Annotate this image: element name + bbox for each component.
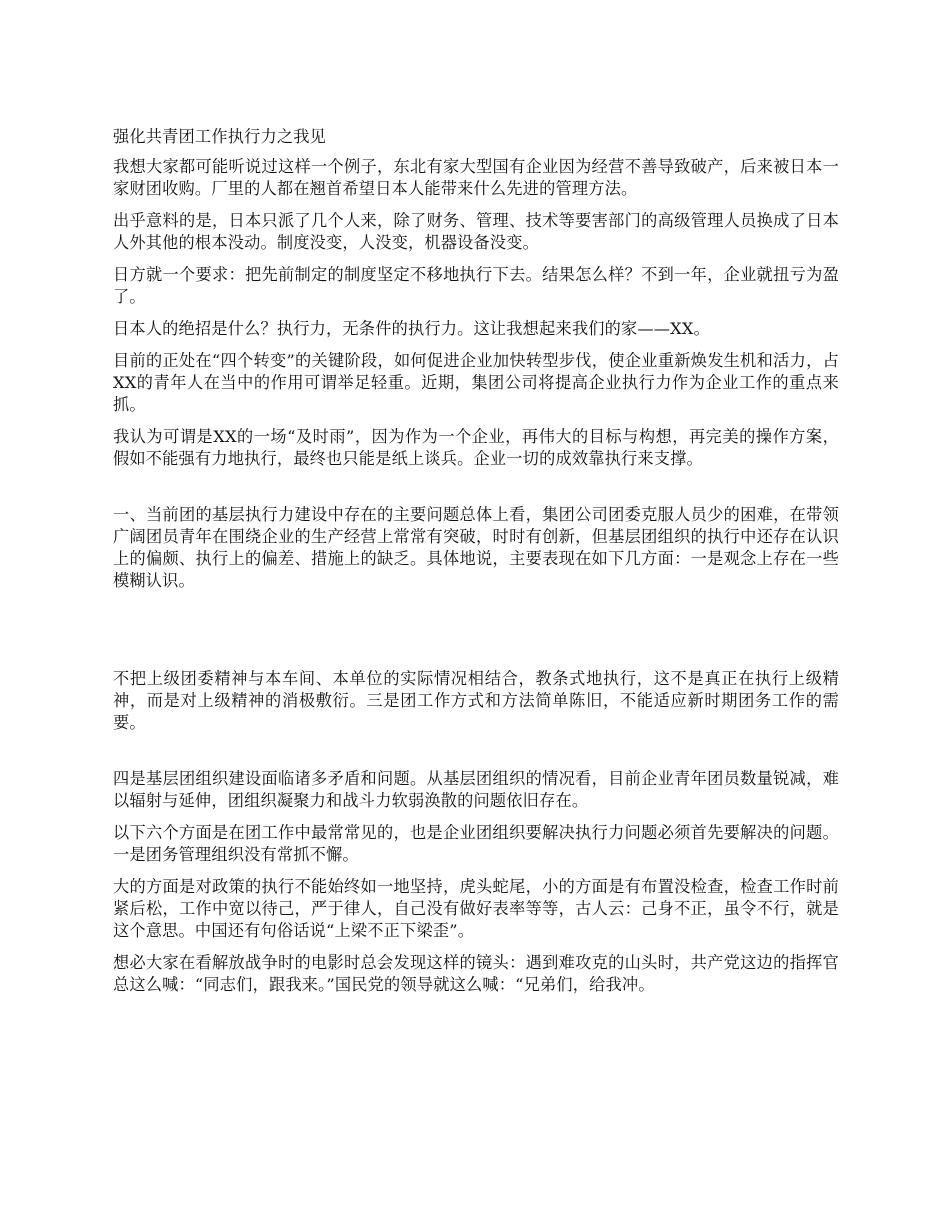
paragraph-6: 我认为可谓是XX的一场“及时雨”，因为作为一个企业，再伟大的目标与构想，再完美的操作方案，假如不能强有力地执行，最终也只能是纸上谈兵。企业一切的成效靠执行来支撑。: [113, 427, 839, 468]
paragraph-5: 目前的正处在“四个转变”的关键阶段，如何促进企业加快转型步伐，使企业重新焕发生机和活力，占XX的青年人在当中的作用可谓举足轻重。近期，集团公司将提高企业执行力作为企业工作的重点来抓。: [113, 351, 839, 414]
paragraph-8: 不把上级团委精神与本车间、本单位的实际情况相结合，教条式地执行，这不是真正在执行上级精神，而是对上级精神的消极敷衍。三是团工作方式和方法简单陈旧，不能适应新时期团务工作的需要。: [113, 669, 839, 732]
paragraph-1: 我想大家都可能听说过这样一个例子，东北有家大型国有企业因为经营不善导致破产，后来被日本一家财团收购。厂里的人都在翘首希望日本人能带来什么先进的管理方法。: [113, 157, 839, 198]
paragraph-11: 大的方面是对政策的执行不能始终如一地坚持，虎头蛇尾，小的方面是有布置没检查，检查工作时前紧后松，工作中宽以待己，严于律人，自己没有做好表率等等，古人云：己身不正，虽令不行，就是这个意思。中国还有句俗话说“上梁不正下梁歪”。: [113, 877, 839, 940]
paragraph-3: 日方就一个要求：把先前制定的制度坚定不移地执行下去。结果怎么样？不到一年，企业就扭亏为盈了。: [113, 265, 839, 306]
paragraph-2: 出乎意料的是，日本只派了几个人来，除了财务、管理、技术等要害部门的高级管理人员换成了日本人外其他的根本没动。制度没变，人没变，机器设备没变。: [113, 211, 839, 252]
paragraph-12: 想必大家在看解放战争时的电影时总会发现这样的镜头：遇到难攻克的山头时，共产党这边的指挥官总这么喊：“同志们，跟我来。”国民党的领导就这么喊：“兄弟们，给我冲。: [113, 953, 839, 994]
paragraph-4: 日本人的绝招是什么？执行力，无条件的执行力。这让我想起来我们的家——XX。: [113, 319, 711, 338]
document-title: 强化共青团工作执行力之我见: [113, 127, 327, 146]
paragraph-10: 以下六个方面是在团工作中最常常见的，也是企业团组织要解决执行力问题必须首先要解决的问题。一是团务管理组织没有常抓不懈。: [113, 823, 839, 864]
paragraph-7: 一、当前团的基层执行力建设中存在的主要问题总体上看，集团公司团委克服人员少的困难，在带领广阔团员青年在围绕企业的生产经营上常常有突破，时时有创新，但基层团组织的执行中还存在认识上的偏颇、执行上的偏差、措施上的缺乏。具体地说，主要表现在如下几方面：一是观念上存在一些模糊认识。: [113, 505, 839, 590]
document-body: [113, 126, 839, 1006]
paragraph-9: 四是基层团组织建设面临诸多矛盾和问题。从基层团组织的情况看，目前企业青年团员数量锐减，难以辐射与延伸，团组织凝聚力和战斗力软弱涣散的问题依旧存在。: [113, 769, 839, 810]
